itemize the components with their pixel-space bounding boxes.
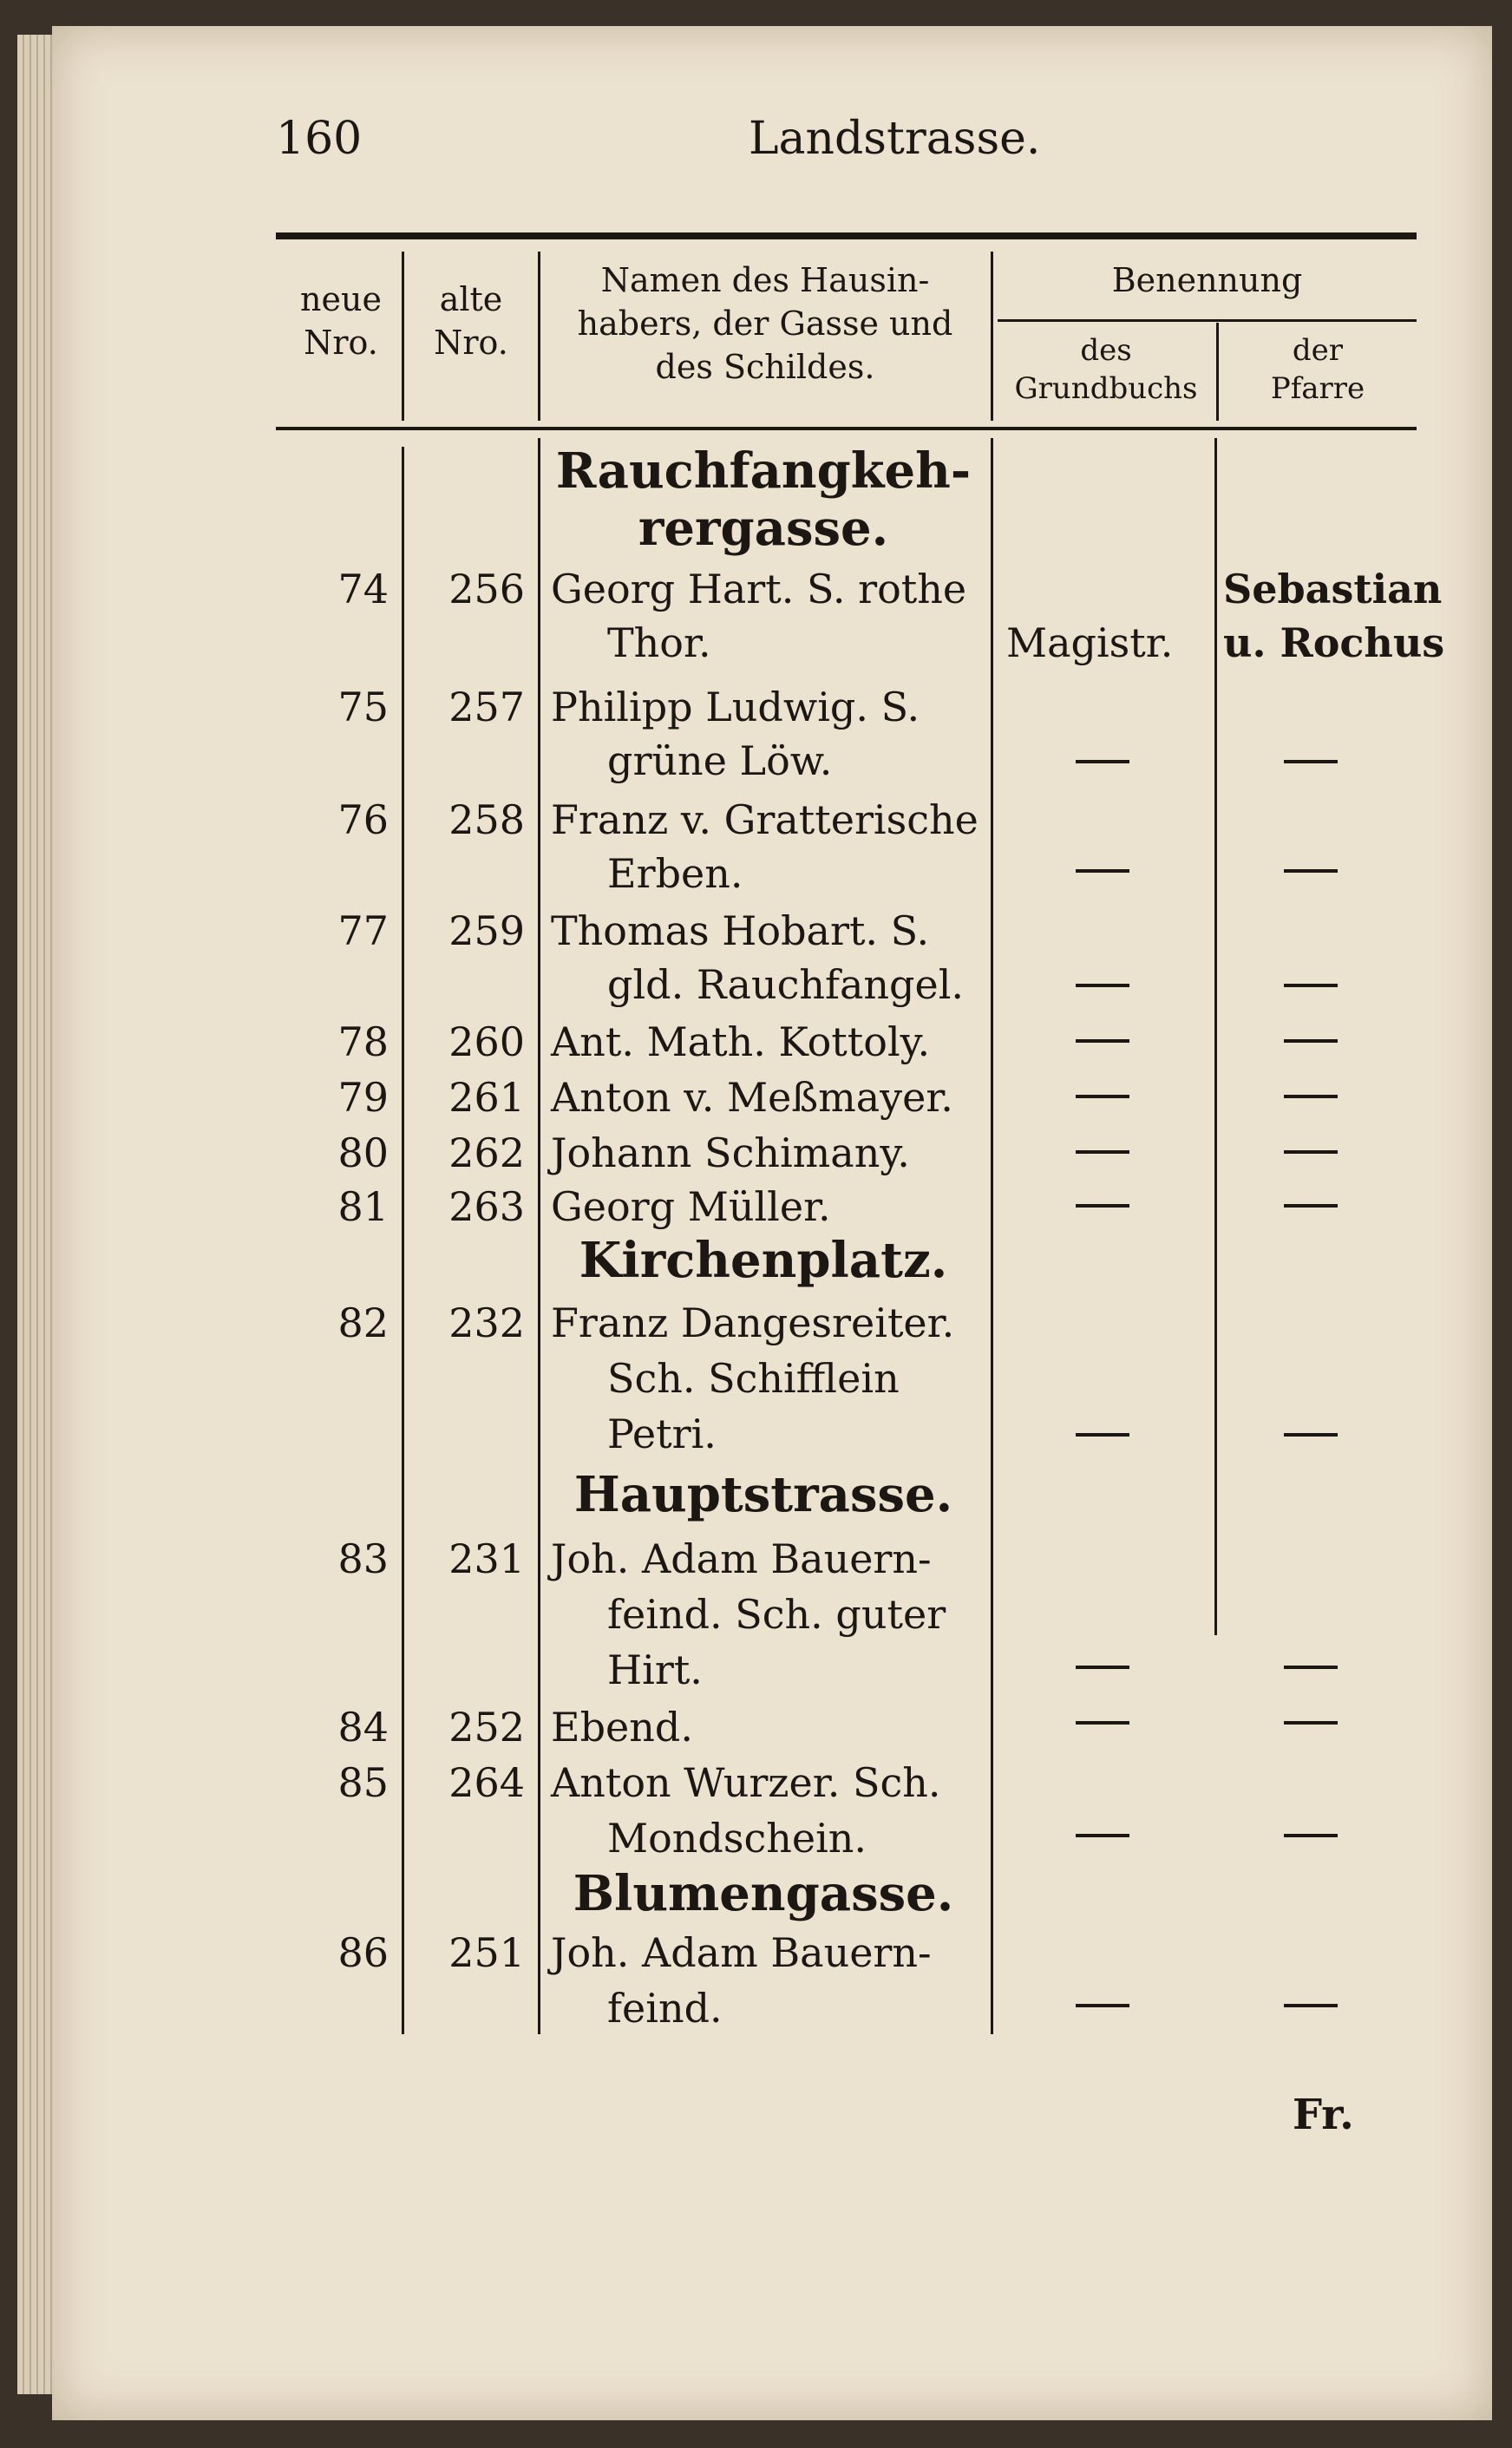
new-number: 84 (337, 1704, 389, 1751)
ditto-dash (1284, 1204, 1338, 1208)
new-number: 79 (337, 1074, 389, 1121)
benennung-rule (998, 319, 1417, 322)
owner-line: Joh. Adam Bauern- (551, 1535, 932, 1582)
old-number: 263 (448, 1183, 525, 1230)
pfarre-value: Sebastian (1223, 566, 1443, 612)
col-head-benennung: Benennung (1111, 261, 1303, 299)
owner-line: grüne Löw. (607, 737, 833, 784)
owner-line: Thomas Hobart. S. (551, 907, 930, 954)
body-divider-4 (1214, 438, 1217, 1635)
old-number: 261 (448, 1074, 525, 1121)
new-number: 76 (337, 796, 389, 843)
running-title: Landstrasse. (749, 113, 1041, 165)
owner-line: Ant. Math. Kottoly. (551, 1018, 931, 1065)
head-divider-1 (402, 252, 404, 421)
page-header (276, 113, 1438, 182)
ditto-dash (1076, 1834, 1129, 1837)
ditto-dash (1284, 1834, 1338, 1837)
ditto-dash (1076, 869, 1129, 873)
owner-line: Franz v. Gratterische (551, 796, 979, 843)
head-bottom-rule (276, 427, 1417, 430)
col-head-pfarre: der Pfarre (1270, 333, 1365, 406)
ditto-dash (1076, 1721, 1129, 1725)
pfarre-value: u. Rochus (1223, 619, 1445, 666)
new-number: 81 (337, 1183, 389, 1230)
top-rule (276, 232, 1417, 239)
old-number: 260 (448, 1018, 525, 1065)
section-kirchenplatz: Kirchenplatz. (579, 1232, 948, 1289)
new-number: 82 (337, 1299, 389, 1346)
grundbuch-value: Magistr. (1006, 619, 1174, 666)
old-number: 231 (448, 1535, 525, 1582)
owner-line: Anton v. Meßmayer. (551, 1074, 953, 1121)
ditto-dash (1284, 760, 1338, 763)
ditto-dash (1076, 1095, 1129, 1098)
col-head-old: alte Nro. (434, 280, 508, 362)
old-number: 257 (448, 684, 525, 730)
ditto-dash (1284, 1039, 1338, 1043)
owner-line: Franz Dangesreiter. (551, 1299, 955, 1346)
owner-line: Sch. Schifflein (607, 1355, 900, 1402)
body-divider-1 (402, 447, 404, 2034)
ditto-dash (1284, 1433, 1338, 1437)
old-number: 262 (448, 1129, 525, 1176)
section-blumengasse: Blumengasse. (573, 1865, 954, 1922)
section-hauptstrasse: Hauptstrasse. (573, 1466, 953, 1523)
new-number: 86 (337, 1929, 389, 1976)
ditto-dash (1076, 984, 1129, 987)
new-number: 85 (337, 1759, 389, 1806)
owner-line: Petri. (607, 1411, 717, 1457)
page-number: 160 (276, 113, 363, 165)
old-number: 264 (448, 1759, 525, 1806)
ditto-dash (1076, 1150, 1129, 1154)
col-head-new: neue Nro. (300, 280, 382, 362)
head-divider-2 (538, 252, 540, 421)
owner-line: feind. Sch. guter (607, 1591, 946, 1638)
col-head-owner: Namen des Hausin- habers, der Gasse und des Schildes. (577, 261, 953, 386)
old-number: 259 (448, 907, 525, 954)
body-divider-2 (538, 438, 540, 2034)
old-number: 252 (448, 1704, 525, 1751)
ditto-dash (1284, 1721, 1338, 1725)
old-number: 258 (448, 796, 525, 843)
head-divider-3 (991, 252, 993, 421)
new-number: 74 (337, 566, 389, 612)
ditto-dash (1076, 1666, 1129, 1669)
new-number: 78 (337, 1018, 389, 1065)
old-number: 256 (448, 566, 525, 612)
owner-line: Erben. (607, 850, 743, 897)
ditto-dash (1284, 1666, 1338, 1669)
ditto-dash (1076, 1433, 1129, 1437)
owner-line: Johann Schimany. (551, 1129, 910, 1176)
ditto-dash (1076, 760, 1129, 763)
owner-line: Joh. Adam Bauern- (551, 1929, 932, 1976)
owner-line: feind. (607, 1985, 723, 2032)
owner-line: Georg Hart. S. rothe (551, 566, 967, 612)
ditto-dash (1284, 869, 1338, 873)
owner-line: Mondschein. (607, 1815, 867, 1862)
ditto-dash (1076, 2004, 1129, 2007)
new-number: 80 (337, 1129, 389, 1176)
owner-line: Thor. (607, 619, 711, 666)
ditto-dash (1284, 1150, 1338, 1154)
ditto-dash (1076, 1204, 1129, 1208)
owner-line: Ebend. (551, 1704, 693, 1751)
ditto-dash (1076, 1039, 1129, 1043)
owner-line: gld. Rauchfangel. (607, 961, 965, 1008)
new-number: 83 (337, 1535, 389, 1582)
body-divider-3 (991, 438, 993, 2034)
col-head-grundbuch: des Grundbuchs (1014, 333, 1198, 406)
ditto-dash (1284, 984, 1338, 987)
owner-line: Anton Wurzer. Sch. (551, 1759, 941, 1806)
ditto-dash (1284, 1095, 1338, 1098)
owner-line: Philipp Ludwig. S. (551, 684, 920, 730)
owner-line: Hirt. (607, 1646, 703, 1693)
ditto-dash (1284, 2004, 1338, 2007)
old-number: 251 (448, 1929, 525, 1976)
new-number: 75 (337, 684, 389, 730)
owner-line: Georg Müller. (551, 1183, 831, 1230)
catchword: Fr. (1293, 2091, 1354, 2139)
head-divider-4 (1216, 323, 1219, 421)
new-number: 77 (337, 907, 389, 954)
old-number: 232 (448, 1299, 525, 1346)
section-rauchfangkehrergasse: Rauchfangkeh- rergasse. (555, 442, 972, 557)
